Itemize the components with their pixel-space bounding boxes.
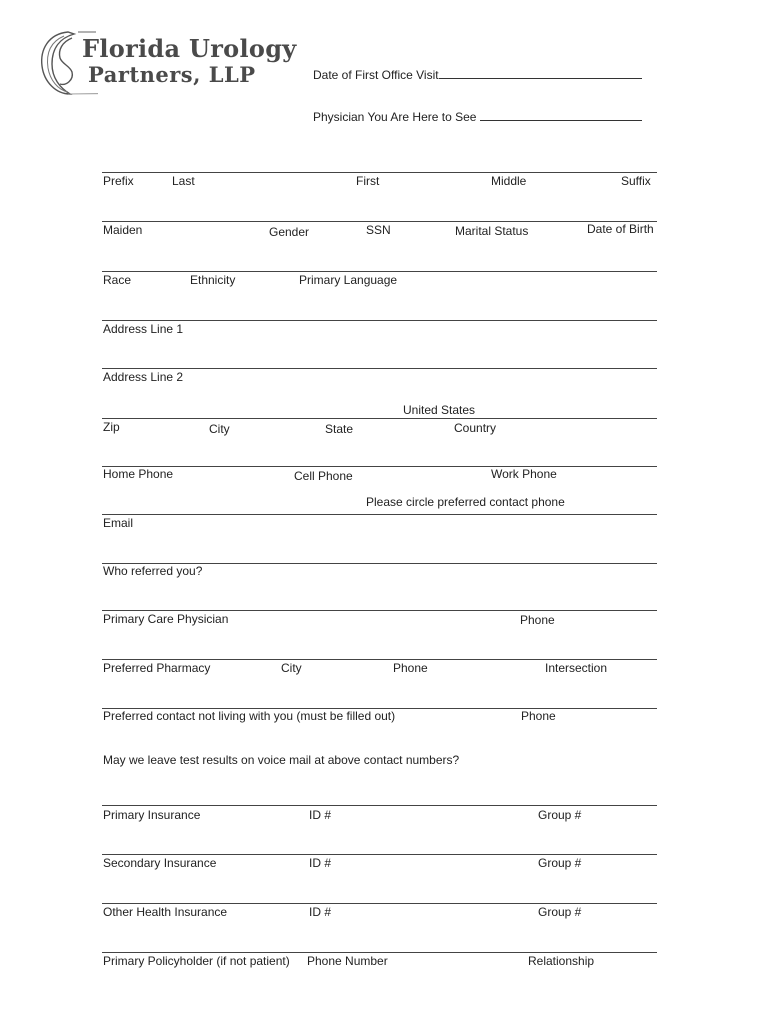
field-line[interactable]: [102, 610, 657, 611]
primary-insurance-group-label: Group #: [538, 808, 582, 822]
middle-name-label: Middle: [491, 174, 527, 188]
ethnicity-label: Ethnicity: [190, 273, 236, 287]
voicemail-question: May we leave test results on voice mail at above contact numbers?: [103, 753, 460, 767]
field-line[interactable]: [102, 172, 657, 173]
logo-line1: Florida Urology: [82, 34, 297, 63]
field-line[interactable]: [102, 805, 657, 806]
ssn-label: SSN: [366, 223, 391, 237]
field-line[interactable]: [102, 854, 657, 855]
emergency-contact-phone-label: Phone: [521, 709, 556, 723]
address2-label: Address Line 2: [103, 370, 184, 384]
logo-line2: Partners, LLP: [88, 62, 256, 87]
cell-phone-label: Cell Phone: [294, 469, 353, 483]
city-label: City: [209, 422, 230, 436]
policyholder-label: Primary Policyholder (if not patient): [103, 954, 290, 968]
intersection-label: Intersection: [545, 661, 608, 675]
last-name-label: Last: [172, 174, 195, 188]
country-label: Country: [454, 421, 497, 435]
secondary-insurance-group-label: Group #: [538, 856, 582, 870]
first-visit-line[interactable]: [439, 67, 642, 79]
gender-label: Gender: [269, 225, 310, 239]
referred-by-label: Who referred you?: [103, 564, 203, 578]
email-label: Email: [103, 516, 134, 530]
work-phone-label: Work Phone: [491, 467, 557, 481]
field-line[interactable]: [102, 271, 657, 272]
first-visit-field[interactable]: [313, 67, 642, 82]
policyholder-phone-label: Phone Number: [307, 954, 388, 968]
other-insurance-label: Other Health Insurance: [103, 905, 228, 919]
preferred-phone-note: Please circle preferred contact phone: [366, 495, 565, 509]
field-line[interactable]: [102, 514, 657, 515]
primary-insurance-label: Primary Insurance: [103, 808, 201, 822]
pharmacy-phone-label: Phone: [393, 661, 428, 675]
zip-label: Zip: [103, 420, 120, 434]
suffix-label: Suffix: [621, 174, 651, 188]
field-line[interactable]: [102, 418, 657, 419]
other-insurance-id-label: ID #: [309, 905, 332, 919]
pcp-phone-label: Phone: [520, 613, 555, 627]
physician-line[interactable]: [480, 109, 642, 121]
field-line[interactable]: [102, 903, 657, 904]
first-name-label: First: [356, 174, 380, 188]
maiden-label: Maiden: [103, 223, 143, 237]
primary-insurance-id-label: ID #: [309, 808, 332, 822]
other-insurance-group-label: Group #: [538, 905, 582, 919]
primary-language-label: Primary Language: [299, 273, 398, 287]
secondary-insurance-label: Secondary Insurance: [103, 856, 217, 870]
field-line[interactable]: [102, 320, 657, 321]
physician-field[interactable]: [313, 109, 642, 124]
physician-label: Physician You Are Here to See: [313, 110, 477, 124]
marital-status-label: Marital Status: [455, 224, 529, 238]
state-label: State: [325, 422, 354, 436]
pharmacy-city-label: City: [281, 661, 302, 675]
field-line[interactable]: [102, 659, 657, 660]
home-phone-label: Home Phone: [103, 467, 174, 481]
first-visit-label: Date of First Office Visit: [313, 68, 439, 82]
field-line[interactable]: [102, 221, 657, 222]
dob-label: Date of Birth: [587, 222, 654, 236]
relationship-label: Relationship: [528, 954, 595, 968]
field-line[interactable]: [102, 466, 657, 467]
pharmacy-label: Preferred Pharmacy: [103, 661, 211, 675]
logo: [38, 28, 297, 98]
field-line[interactable]: [102, 368, 657, 369]
address1-label: Address Line 1: [103, 322, 184, 336]
secondary-insurance-id-label: ID #: [309, 856, 332, 870]
country-value: United States: [403, 403, 476, 417]
race-label: Race: [103, 273, 132, 287]
pcp-label: Primary Care Physician: [103, 612, 229, 626]
prefix-label: Prefix: [103, 174, 134, 188]
field-line[interactable]: [102, 952, 657, 953]
emergency-contact-label: Preferred contact not living with you (must be filled out): [103, 709, 396, 723]
